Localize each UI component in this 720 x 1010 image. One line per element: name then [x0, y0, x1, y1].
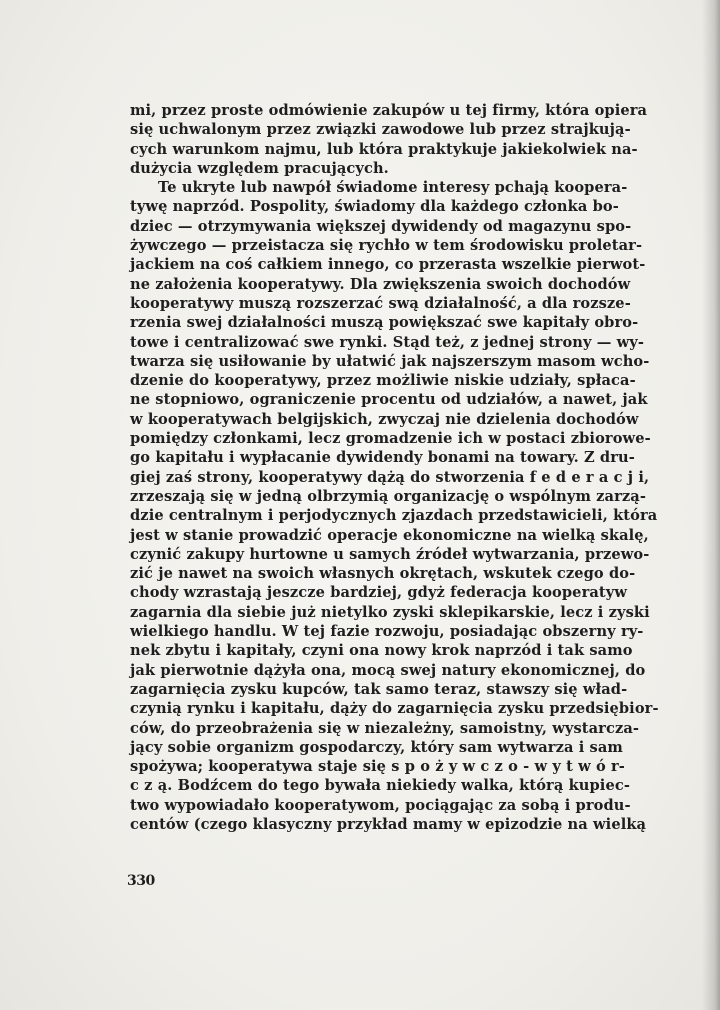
text-line: kooperatywy muszą rozszerzać swą działalność, a dla rozsze-	[130, 294, 631, 312]
page-edge-shadow	[702, 0, 720, 1010]
text-line: zagarnia dla siebie już nietylko zyski sklepikarskie, lecz i zyski	[130, 603, 650, 621]
text-line: zagarnięcia zysku kupców, tak samo teraz, stawszy się wład-	[130, 680, 628, 698]
text-line: się uchwalonym przez związki zawodowe lub przez strajkują-	[130, 121, 631, 139]
text-line: spożywa; kooperatywa staje się s p o ż y w c z o - w y t w ó r-	[130, 758, 625, 776]
text-line: twarza się usiłowanie by ułatwić jak najszerszym masom wcho-	[130, 352, 650, 370]
text-line: go kapitału i wypłacanie dywidendy bonami na towary. Z dru-	[130, 449, 635, 467]
text-line: cych warunkom najmu, lub która praktykuje jakiekolwiek na-	[130, 140, 638, 158]
text-line: towe i centralizować swe rynki. Stąd też, z jednej strony — wy-	[130, 333, 645, 351]
text-line: dużycia względem pracujących.	[130, 159, 389, 177]
text-line: ców, do przeobrażenia się w niezależny, samoistny, wystarcza-	[130, 719, 640, 737]
paragraph-start-line: Te ukryte lub nawpół świadome interesy pchają koopera-	[158, 179, 628, 197]
text-line: jak pierwotnie dążyła ona, mocą swej natury ekonomicznej, do	[130, 661, 646, 679]
page-number: 330	[127, 873, 155, 889]
text-line: giej zaś strony, kooperatywy dążą do stworzenia f e d e r a c j i,	[130, 468, 650, 486]
text-line: czynią rynku i kapitału, dąży do zagarnięcia zysku przedsiębior-	[130, 700, 659, 718]
text-line: dzie centralnym i perjodycznych zjazdach przedstawicieli, która	[130, 507, 658, 525]
text-line: w kooperatywach belgijskich, zwyczaj nie dzielenia dochodów	[130, 410, 639, 428]
text-line: c z ą. Bodźcem do tego bywała niekiedy walka, którą kupiec-	[130, 777, 630, 795]
text-line: tywę naprzód. Pospolity, świadomy dla każdego członka bo-	[130, 198, 619, 216]
text-line: nek zbytu i kapitały, czyni ona nowy krok naprzód i tak samo	[130, 642, 633, 660]
text-line: chody wzrastają jeszcze bardziej, gdyż federacja kooperatyw	[130, 584, 627, 602]
text-line: mi, przez proste odmówienie zakupów u tej firmy, która opiera	[130, 102, 648, 119]
text-line: dzenie do kooperatywy, przez możliwie niskie udziały, spłaca-	[130, 372, 636, 390]
text-line: jący sobie organizm gospodarczy, który sam wytwarza i sam	[130, 738, 623, 756]
text-line: ne założenia kooperatywy. Dla zwiększenia swoich dochodów	[130, 275, 631, 293]
text-line: two wypowiadało kooperatywom, pociągając za sobą i produ-	[130, 796, 631, 814]
text-line: wielkiego handlu. W tej fazie rozwoju, posiadając obszerny ry-	[130, 623, 644, 641]
text-line: centów (czego klasyczny przykład mamy w epizodzie na wielką	[130, 815, 647, 833]
text-line: zić je nawet na swoich własnych okrętach, wskutek czego do-	[130, 565, 636, 583]
text-line: żywczego — przeistacza się rychło w tem środowisku proletar-	[130, 237, 643, 255]
text-line: pomiędzy członkami, lecz gromadzenie ich w postaci zbiorowe-	[130, 430, 651, 448]
text-line: ne stopniowo, ograniczenie procentu od udziałów, a nawet, jak	[130, 391, 648, 409]
text-line: jest w stanie prowadzić operacje ekonomiczne na wielką skalę,	[130, 526, 649, 544]
text-line: rzenia swej działalności muszą powiększać swe kapitały obro-	[130, 314, 639, 332]
text-line: czynić zakupy hurtowne u samych źródeł wytwarzania, przewo-	[130, 545, 650, 563]
text-line: jackiem na coś całkiem innego, co przerasta wszelkie pierwot-	[130, 256, 646, 274]
text-line: dziec — otrzymywania większej dywidendy od magazynu spo-	[130, 217, 632, 235]
text-line: zrzeszają się w jedną olbrzymią organizację o wspólnym zarzą-	[130, 487, 647, 505]
body-text	[130, 101, 659, 834]
